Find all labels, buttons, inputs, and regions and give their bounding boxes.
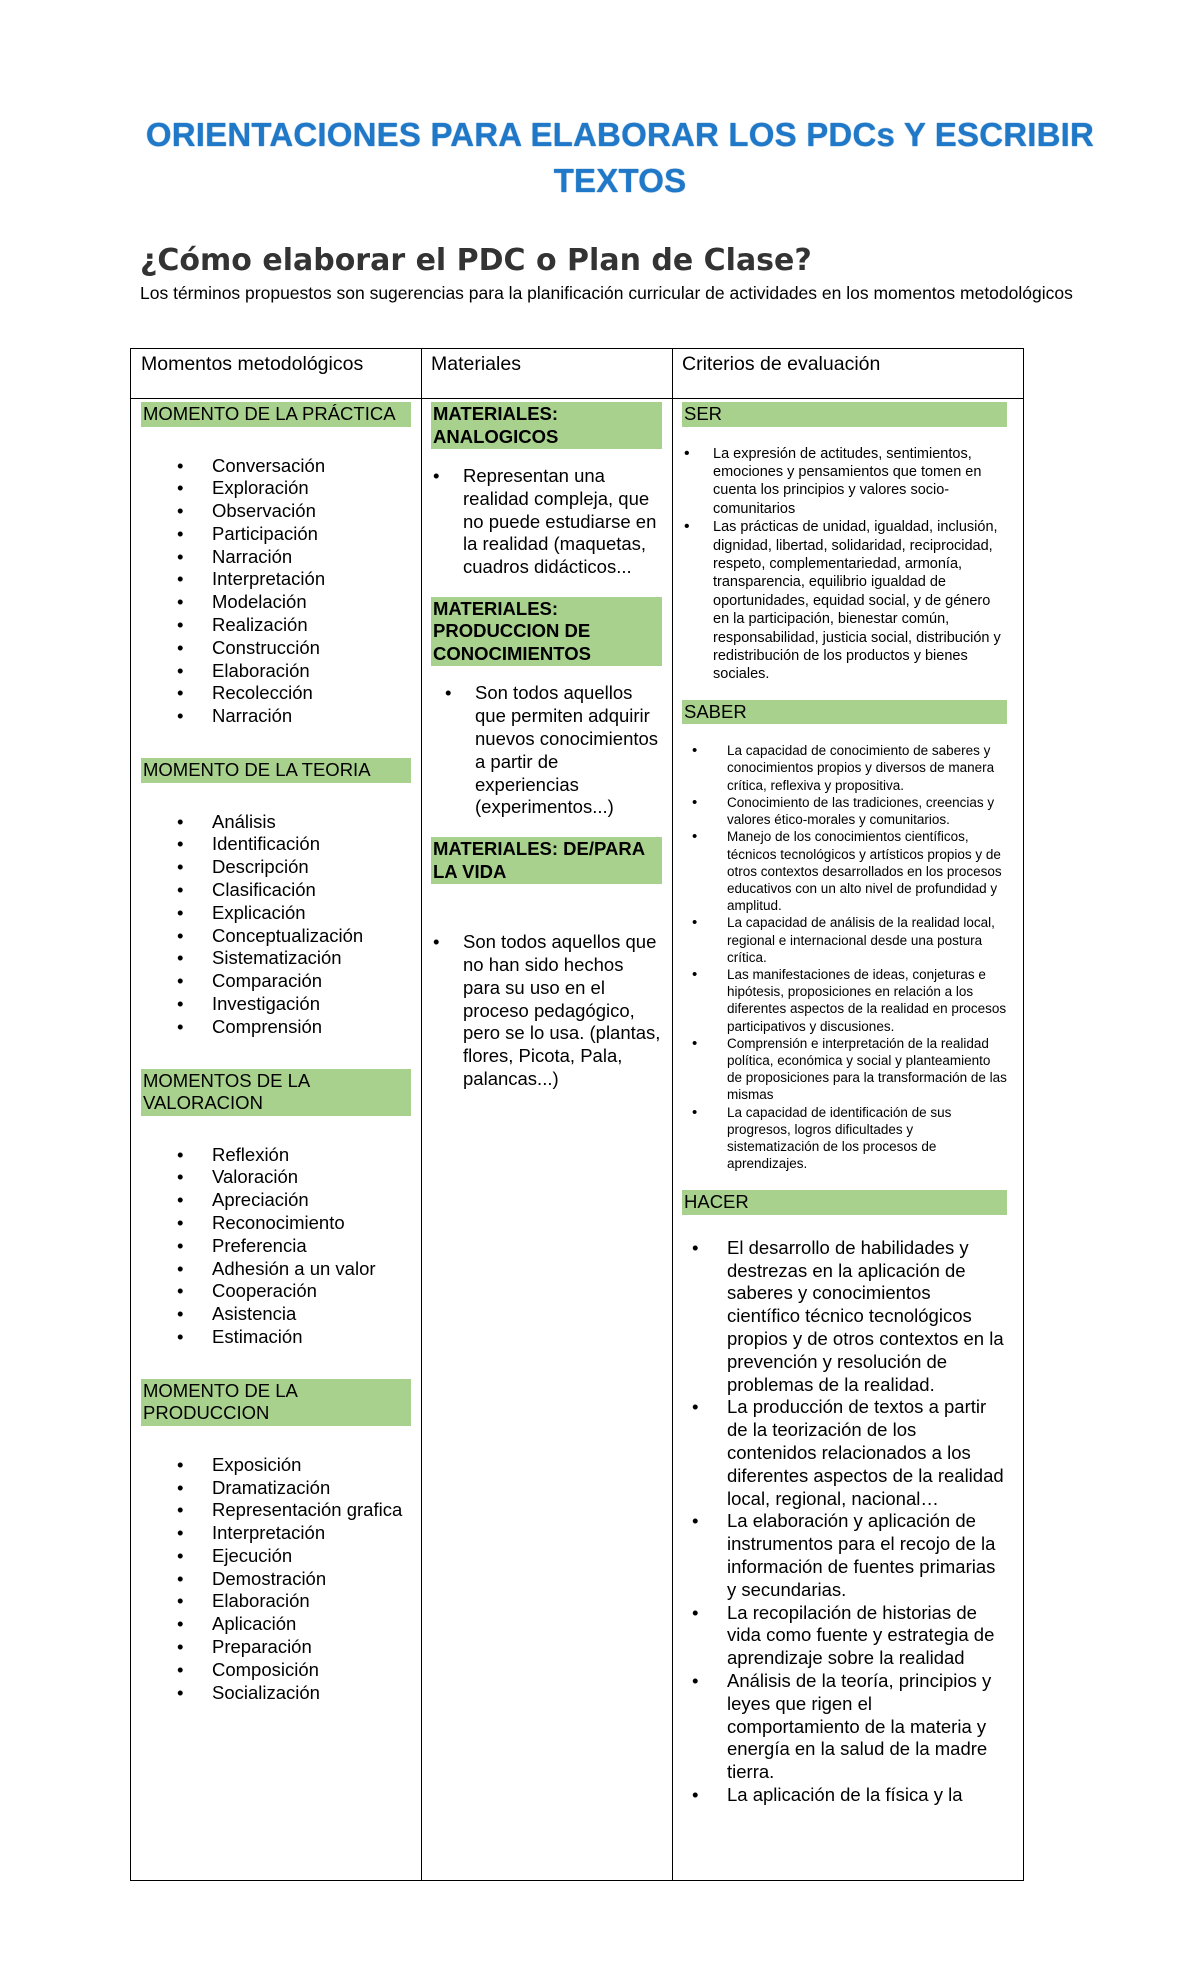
criterion-item: • Las manifestaciones de ideas, conjeturas e hipótesis, proposiciones en relación a los diferentes aspectos de la realidad en procesos participativos y discusiones. [682, 966, 1007, 1035]
moment-item: • Reflexión [141, 1144, 411, 1167]
moment-list [141, 455, 411, 729]
criterion-label: SER [682, 402, 1007, 427]
criterion-item: • La capacidad de conocimiento de saberes y conocimientos propios y diversos de manera crítica, reflexiva y propositiva. [682, 742, 1007, 794]
intro-paragraph: Los términos propuestos son sugerencias para la planificación curricular de actividades en los momentos metodológicos [140, 283, 1073, 303]
moment-item: • Construcción [141, 637, 411, 660]
moment-item: • Narración [141, 705, 411, 728]
moment-list [141, 1144, 411, 1349]
criterion-item: • La recopilación de historias de vida como fuente y estrategia de aprendizaje sobre la realidad [682, 1602, 1007, 1670]
moment-item: • Conversación [141, 455, 411, 478]
moment-label: MOMENTOS DE LA VALORACION [141, 1069, 411, 1116]
moment-item: • Observación [141, 500, 411, 523]
material-list [431, 682, 662, 819]
moment-item: • Estimación [141, 1326, 411, 1349]
moment-item: • Sistematización [141, 947, 411, 970]
moment-item: • Recolección [141, 682, 411, 705]
moment-item: • Interpretación [141, 568, 411, 591]
moment-label: MOMENTO DE LA TEORIA [141, 758, 411, 783]
moment-item: • Apreciación [141, 1189, 411, 1212]
moment-item: • Reconocimiento [141, 1212, 411, 1235]
moment-list [141, 811, 411, 1039]
material-label: MATERIALES: PRODUCCION DE CONOCIMIENTOS [431, 597, 662, 667]
criterion-list [682, 1237, 1007, 1807]
moment-item: • Investigación [141, 993, 411, 1016]
criterion-item: • La elaboración y aplicación de instrumentos para el recojo de la información de fuentes primarias y secundarias. [682, 1510, 1007, 1601]
momentos-column [141, 402, 411, 1734]
material-description: • Representan una realidad compleja, que no puede estudiarse en la realidad (maquetas, cuadros didácticos... [431, 465, 662, 579]
criterion-item: • La expresión de actitudes, sentimientos, emociones y pensamientos que tomen en cuenta los principios y valores socio-comunitarios [682, 445, 1007, 519]
header-materiales: Materiales [431, 353, 521, 375]
criterion-item: • La aplicación de la física y la [682, 1784, 1007, 1807]
moment-item: • Comparación [141, 970, 411, 993]
material-list [431, 465, 662, 579]
criterion-item: • Análisis de la teoría, principios y leyes que rigen el comportamiento de la materia y energía en la salud de la madre tierra. [682, 1670, 1007, 1784]
moment-item: • Comprensión [141, 1016, 411, 1039]
moment-item: • Elaboración [141, 660, 411, 683]
criterios-column [682, 402, 1007, 1807]
moment-item: • Explicación [141, 902, 411, 925]
criterion-item: • La capacidad de identificación de sus progresos, logros dificultades y sistematización de los procesos de aprendizajes. [682, 1104, 1007, 1173]
criterion-item: • Comprensión e interpretación de la realidad política, económica y social y planteamiento de proposiciones para la transformación de las mismas [682, 1035, 1007, 1104]
moment-item: • Modelación [141, 591, 411, 614]
moment-item: • Aplicación [141, 1613, 411, 1636]
moment-item: • Adhesión a un valor [141, 1258, 411, 1281]
section-heading: ¿Cómo elaborar el PDC o Plan de Clase? [140, 243, 812, 278]
moment-list [141, 1454, 411, 1705]
moment-item: • Descripción [141, 856, 411, 879]
moment-item: • Valoración [141, 1166, 411, 1189]
material-label: MATERIALES: DE/PARA LA VIDA [431, 837, 662, 884]
material-description: • Son todos aquellos que no han sido hechos para su uso en el proceso pedagógico, pero se lo usa. (plantas, flores, Picota, Pala, palancas...) [431, 931, 662, 1091]
moment-item: • Análisis [141, 811, 411, 834]
criterion-item: • Las prácticas de unidad, igualdad, inclusión, dignidad, libertad, solidaridad, reciprocidad, respeto, complementariedad, armonía, transparencia, equilibrio igualdad de oportunidades, equidad social, y de género en la participación, bienestar común, responsabilidad, justicia social, distribución y redistribución de los productos y bienes sociales. [682, 518, 1007, 684]
moment-item: • Elaboración [141, 1590, 411, 1613]
moment-item: • Ejecución [141, 1545, 411, 1568]
moment-label: MOMENTO DE LA PRODUCCION [141, 1379, 411, 1426]
criterion-item: • La producción de textos a partir de la teorización de los contenidos relacionados a los diferentes aspectos de la realidad local, regional, nacional… [682, 1396, 1007, 1510]
moment-item: • Clasificación [141, 879, 411, 902]
moment-label: MOMENTO DE LA PRÁCTICA [141, 402, 411, 427]
column-divider [421, 349, 422, 1880]
material-list [431, 931, 662, 1091]
criterion-list [682, 445, 1007, 684]
header-criterios: Criterios de evaluación [682, 353, 881, 375]
moment-item: • Preparación [141, 1636, 411, 1659]
moment-item: • Cooperación [141, 1280, 411, 1303]
moment-item: • Demostración [141, 1568, 411, 1591]
header-momentos: Momentos metodológicos [141, 353, 364, 375]
planning-table [130, 348, 1024, 1881]
moment-item: • Asistencia [141, 1303, 411, 1326]
moment-item: • Identificación [141, 833, 411, 856]
material-description: • Son todos aquellos que permiten adquirir nuevos conocimientos a partir de experiencias (experimentos...) [443, 682, 662, 819]
document-title: ORIENTACIONES PARA ELABORAR LOS PDCs Y ESCRIBIR TEXTOS [145, 116, 1095, 199]
moment-item: • Exploración [141, 477, 411, 500]
criterion-list [682, 742, 1007, 1172]
materiales-column [431, 402, 662, 1109]
moment-item: • Representación grafica [141, 1499, 411, 1522]
criterion-item: • La capacidad de análisis de la realidad local, regional e internacional desde una postura crítica. [682, 914, 1007, 966]
moment-item: • Exposición [141, 1454, 411, 1477]
moment-item: • Dramatización [141, 1477, 411, 1500]
moment-item: • Participación [141, 523, 411, 546]
moment-item: • Interpretación [141, 1522, 411, 1545]
criterion-label: SABER [682, 700, 1007, 725]
moment-item: • Realización [141, 614, 411, 637]
criterion-label: HACER [682, 1190, 1007, 1215]
moment-item: • Narración [141, 546, 411, 569]
material-label: MATERIALES: ANALOGICOS [431, 402, 662, 449]
criterion-item: • El desarrollo de habilidades y destrezas en la aplicación de saberes y conocimientos científico técnico tecnológicos propios y de otros contextos en la prevención y resolución de problemas de la realidad. [682, 1237, 1007, 1397]
column-divider [672, 349, 673, 1880]
criterion-item: • Manejo de los conocimientos científicos, técnicos tecnológicos y artísticos propios y de otros contextos desarrollados en los procesos educativos con un alto nivel de profundidad y amplitud. [682, 828, 1007, 914]
moment-item: • Socialización [141, 1682, 411, 1705]
criterion-item: • Conocimiento de las tradiciones, creencias y valores ético-morales y comunitarios. [682, 794, 1007, 828]
moment-item: • Conceptualización [141, 925, 411, 948]
moment-item: • Preferencia [141, 1235, 411, 1258]
moment-item: • Composición [141, 1659, 411, 1682]
